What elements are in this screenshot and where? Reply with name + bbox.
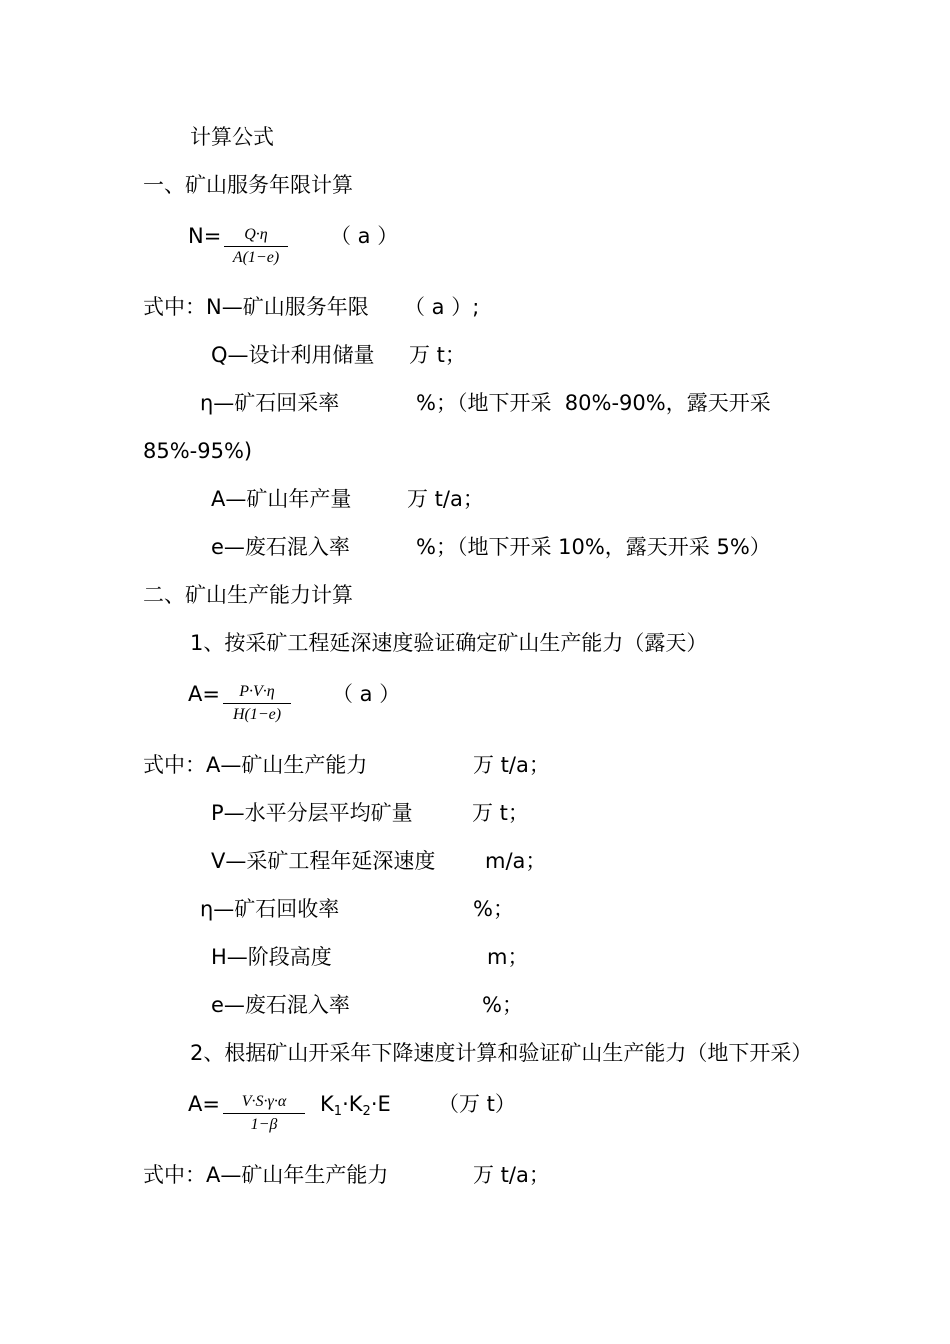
where2-eta-unit: %； bbox=[473, 897, 514, 921]
formula3-fraction-bar bbox=[223, 1113, 305, 1114]
formula1-denominator: A(1−e) bbox=[232, 249, 280, 266]
where2-p-label: P—水平分层平均矿量 bbox=[211, 801, 413, 825]
formula1-fraction-bar bbox=[224, 246, 288, 247]
formula3-k1-subscript: 1 bbox=[333, 1104, 343, 1119]
section2-sub1-heading: 1、按采矿工程延深速度验证确定矿山生产能力（露天） bbox=[190, 631, 708, 655]
where3-a-unit: 万 t/a； bbox=[473, 1163, 550, 1187]
where2-v-unit: m/a； bbox=[485, 849, 547, 873]
where1-eta-label: η—矿石回采率 bbox=[200, 391, 340, 415]
where2-e-unit: %； bbox=[482, 993, 523, 1017]
where1-n-unit: （ a ）; bbox=[404, 295, 480, 319]
section1-heading: 一、矿山服务年限计算 bbox=[143, 173, 353, 197]
section2-heading: 二、矿山生产能力计算 bbox=[143, 583, 353, 607]
formula3-k2: K bbox=[348, 1092, 363, 1116]
formula1-unit: （ a ） bbox=[330, 224, 399, 248]
formula2-denominator: H(1−e) bbox=[232, 706, 282, 723]
where2-p-unit: 万 t； bbox=[472, 801, 529, 825]
where1-eta-unit: %；（地下开采 80%-90%，露天开采 bbox=[416, 391, 771, 415]
where1-a-unit: 万 t/a； bbox=[407, 487, 484, 511]
where1-e-unit: %；（地下开采 10%，露天开采 5%） bbox=[416, 535, 771, 559]
formula3-k1: K bbox=[320, 1092, 334, 1116]
formula3-fraction bbox=[223, 1092, 305, 1135]
where2-v-label: V—采矿工程年延深速度 bbox=[211, 849, 436, 873]
where1-q-unit: 万 t； bbox=[409, 343, 466, 367]
formula2-fraction-bar bbox=[223, 703, 291, 704]
where3-a-label: 式中：A—矿山年生产能力 bbox=[143, 1163, 389, 1187]
where2-e-label: e—废石混入率 bbox=[211, 993, 350, 1017]
formula3-numerator: V·S·γ·α bbox=[241, 1093, 287, 1110]
formula3-k-terms bbox=[320, 1090, 391, 1126]
formula2-lhs: A= bbox=[188, 682, 220, 706]
formula3-denominator: 1−β bbox=[250, 1116, 278, 1133]
formula1-numerator: Q·η bbox=[244, 226, 268, 243]
where1-q-label: Q—设计利用储量 bbox=[211, 343, 375, 367]
formula2-fraction bbox=[223, 682, 291, 725]
where1-n-label: 式中：N—矿山服务年限 bbox=[143, 295, 369, 319]
where2-eta-label: η—矿石回收率 bbox=[200, 897, 340, 921]
formula3-unit: （万 t） bbox=[438, 1092, 516, 1116]
formula3-dot: · bbox=[342, 1092, 349, 1116]
where2-a-label: 式中：A—矿山生产能力 bbox=[143, 753, 368, 777]
formula2-unit: （ a ） bbox=[332, 682, 401, 706]
formula3-tail: ·E bbox=[370, 1092, 391, 1116]
formula3-lhs: A= bbox=[188, 1092, 220, 1116]
formula1-lhs: N= bbox=[188, 224, 222, 248]
document-title: 计算公式 bbox=[190, 125, 274, 149]
where1-a-label: A—矿山年产量 bbox=[211, 487, 352, 511]
where2-h-label: H—阶段高度 bbox=[211, 945, 332, 969]
formula2-numerator: P·V·η bbox=[239, 683, 275, 700]
where1-e-label: e—废石混入率 bbox=[211, 535, 350, 559]
where1-eta-continuation: 85%-95%) bbox=[143, 439, 253, 463]
where2-a-unit: 万 t/a； bbox=[473, 753, 550, 777]
formula3-k2-subscript: 2 bbox=[362, 1104, 371, 1119]
section2-sub2-heading: 2、根据矿山开采年下降速度计算和验证矿山生产能力（地下开采） bbox=[190, 1041, 813, 1065]
formula1-fraction bbox=[224, 225, 288, 268]
where2-h-unit: m； bbox=[487, 945, 529, 969]
